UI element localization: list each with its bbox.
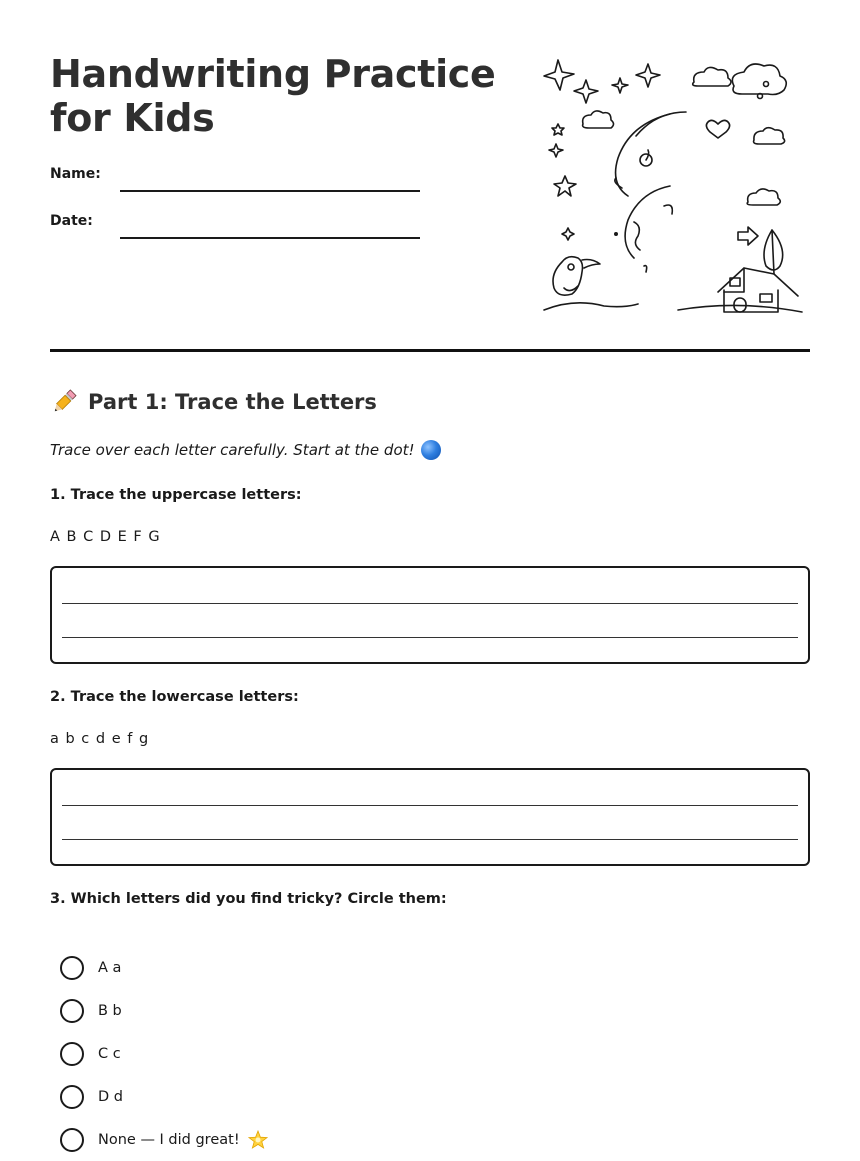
- option-circle[interactable]: [60, 1128, 84, 1152]
- option-c[interactable]: [60, 1041, 360, 1067]
- question-3: 3. Which letters did you find tricky? Circle them:: [50, 891, 447, 907]
- pencil-icon: [50, 388, 78, 416]
- part-1-heading: [50, 388, 377, 416]
- option-d[interactable]: [60, 1084, 360, 1110]
- instruction-text: Trace over each letter carefully. Start at the dot!: [50, 441, 415, 459]
- uppercase-letters: A B C D E F G: [50, 529, 161, 545]
- option-circle[interactable]: [60, 956, 84, 980]
- option-label: C c: [98, 1046, 121, 1062]
- date-field[interactable]: [50, 213, 470, 243]
- page-title: [50, 52, 510, 140]
- title-line-1: Handwriting Practice: [50, 52, 496, 96]
- lowercase-letters: a b c d e f g: [50, 731, 150, 747]
- lowercase-trace-box[interactable]: [50, 768, 810, 866]
- worksheet-page: [50, 0, 810, 1161]
- question-2: 2. Trace the lowercase letters:: [50, 689, 299, 705]
- title-line-2: for Kids: [50, 96, 215, 140]
- option-label-text: None — I did great!: [98, 1132, 240, 1148]
- writing-line: [62, 805, 798, 806]
- option-circle[interactable]: [60, 999, 84, 1023]
- night-sky-doodle-illustration: [538, 56, 804, 316]
- section-divider: [50, 349, 810, 352]
- part-1-title: Part 1: Trace the Letters: [88, 390, 377, 414]
- option-a[interactable]: [60, 955, 360, 981]
- option-circle[interactable]: [60, 1042, 84, 1066]
- option-label: A a: [98, 960, 122, 976]
- name-field[interactable]: [50, 166, 470, 196]
- option-none[interactable]: [60, 1127, 360, 1153]
- name-writing-line[interactable]: [120, 180, 420, 192]
- writing-line: [62, 603, 798, 604]
- question-1: 1. Trace the uppercase letters:: [50, 487, 302, 503]
- date-writing-line[interactable]: [120, 227, 420, 239]
- glowing-star-icon: [248, 1130, 268, 1150]
- option-label: D d: [98, 1089, 123, 1105]
- blue-dot-icon: [421, 440, 441, 460]
- name-label: Name:: [50, 166, 101, 182]
- option-b[interactable]: [60, 998, 360, 1024]
- writing-line: [62, 839, 798, 840]
- date-label: Date:: [50, 213, 93, 229]
- option-circle[interactable]: [60, 1085, 84, 1109]
- writing-line: [62, 637, 798, 638]
- option-label: [98, 1130, 268, 1150]
- instruction: [50, 440, 441, 460]
- uppercase-trace-box[interactable]: [50, 566, 810, 664]
- option-label: B b: [98, 1003, 122, 1019]
